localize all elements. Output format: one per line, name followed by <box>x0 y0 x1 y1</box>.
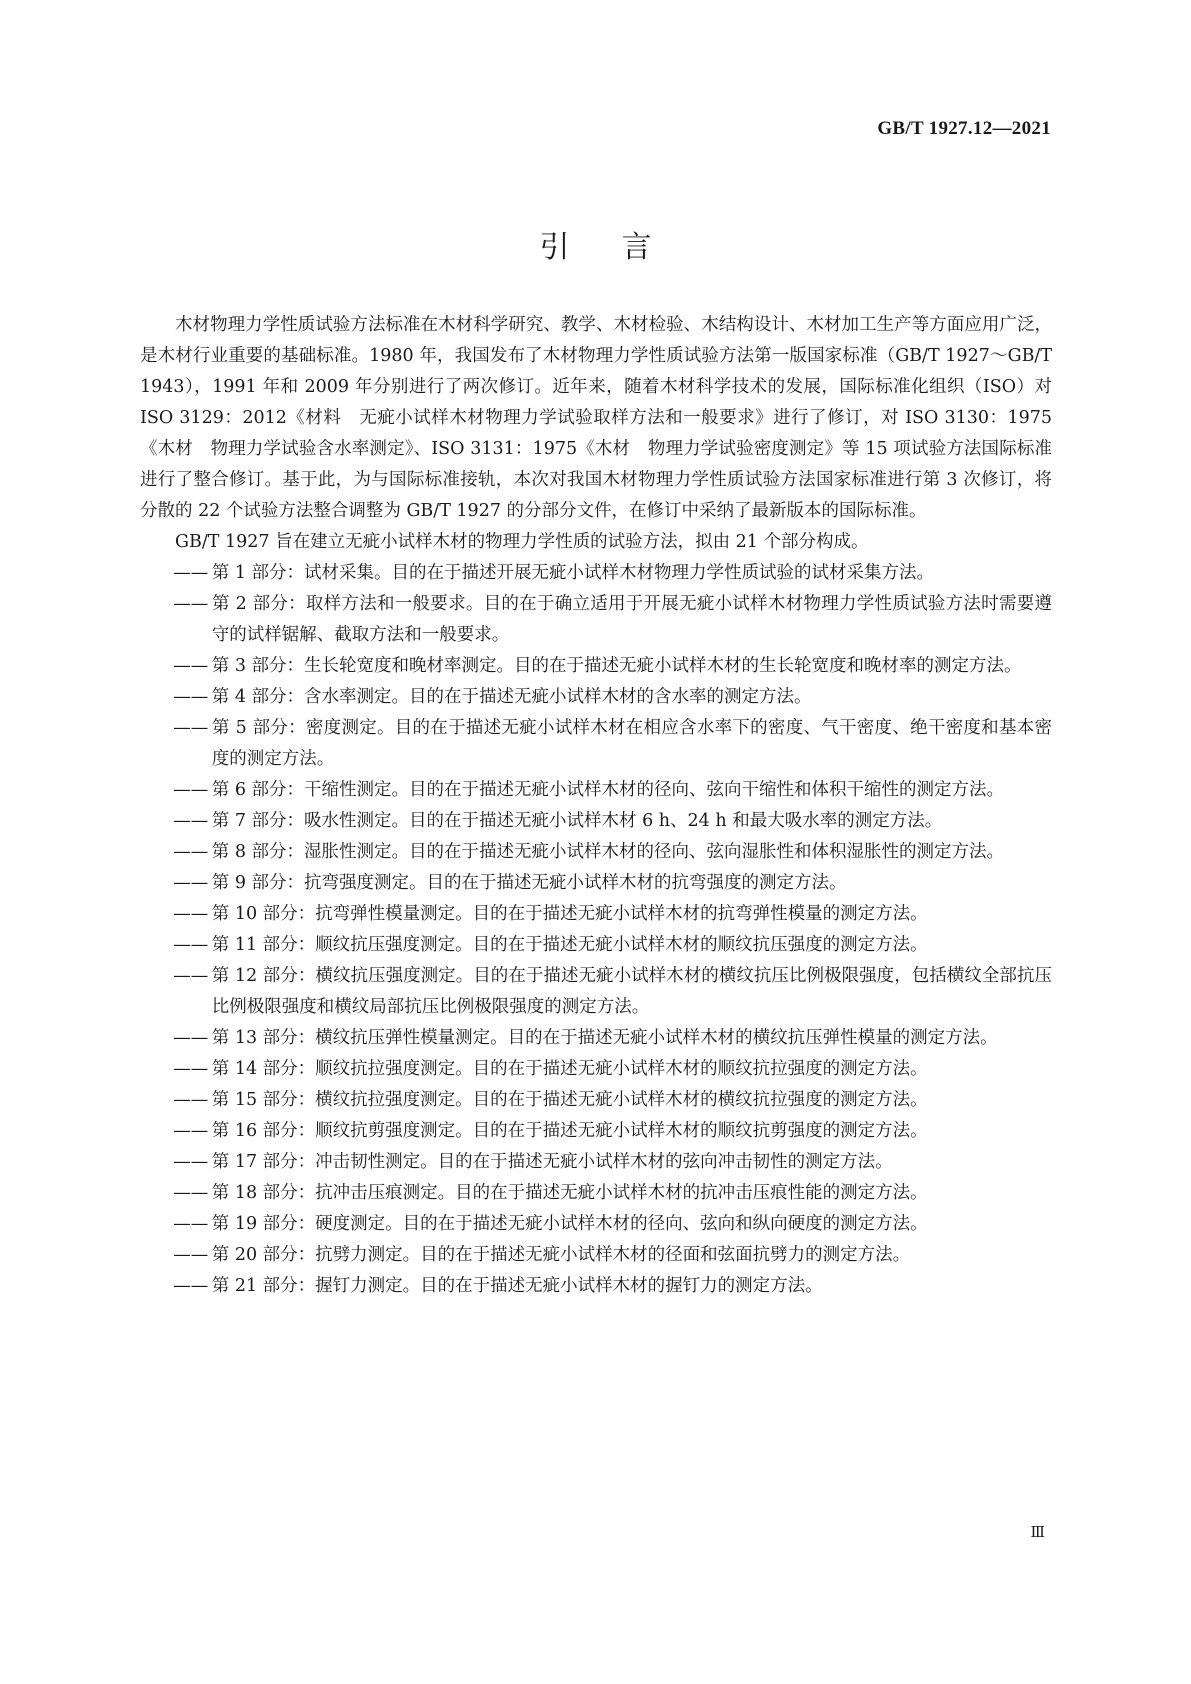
list-dash: —— <box>173 656 209 676</box>
document-body <box>140 310 1052 1302</box>
list-item <box>140 651 1052 682</box>
page-title: 引言 <box>539 230 704 265</box>
part-text: 第 18 部分：抗冲击压痕测定。目的在于描述无疵小试样木材的抗冲击压痕性能的测定方法。 <box>211 1183 928 1203</box>
part-text: 第 6 部分：干缩性测定。目的在于描述无疵小试样木材的径向、弦向干缩性和体积干缩性的测定方法。 <box>211 780 1005 800</box>
part-text: 第 2 部分：取样方法和一般要求。目的在于确立适用于开展无疵小试样木材物理力学性质试验方法时需要遵守的试样锯解、截取方法和一般要求。 <box>211 594 1052 645</box>
list-dash: —— <box>173 718 209 738</box>
list-item <box>140 1116 1052 1147</box>
page-number: Ⅲ <box>1030 1523 1045 1541</box>
part-text: 第 5 部分：密度测定。目的在于描述无疵小试样木材在相应含水率下的密度、气干密度、绝干密度和基本密度的测定方法。 <box>211 718 1052 769</box>
list-item <box>140 682 1052 713</box>
list-item <box>140 589 1052 651</box>
list-item <box>140 930 1052 961</box>
list-dash: —— <box>173 1245 209 1265</box>
list-dash: —— <box>173 1028 209 1048</box>
part-text: 第 7 部分：吸水性测定。目的在于描述无疵小试样木材 6 h、24 h 和最大吸水率的测定方法。 <box>211 811 943 831</box>
part-text: 第 19 部分：硬度测定。目的在于描述无疵小试样木材的径向、弦向和纵向硬度的测定方法。 <box>211 1214 928 1234</box>
list-dash: —— <box>173 811 209 831</box>
list-dash: —— <box>173 687 209 707</box>
list-item <box>140 713 1052 775</box>
list-dash: —— <box>173 873 209 893</box>
part-text: 第 4 部分：含水率测定。目的在于描述无疵小试样木材的含水率的测定方法。 <box>211 687 812 707</box>
part-text: 第 12 部分：横纹抗压强度测定。目的在于描述无疵小试样木材的横纹抗压比例极限强度，包括横纹全部抗压比例极限强度和横纹局部抗压比例极限强度的测定方法。 <box>211 966 1052 1017</box>
list-dash: —— <box>173 935 209 955</box>
list-item <box>140 558 1052 589</box>
list-dash: —— <box>173 780 209 800</box>
list-dash: —— <box>173 966 209 986</box>
list-dash: —— <box>173 904 209 924</box>
part-text: 第 1 部分：试材采集。目的在于描述开展无疵小试样木材物理力学性质试验的试材采集方法。 <box>211 563 935 583</box>
list-dash: —— <box>173 594 209 614</box>
part-text: 第 3 部分：生长轮宽度和晚材率测定。目的在于描述无疵小试样木材的生长轮宽度和晚材率的测定方法。 <box>211 656 1022 676</box>
list-dash: —— <box>173 842 209 862</box>
part-text: 第 15 部分：横纹抗拉强度测定。目的在于描述无疵小试样木材的横纹抗拉强度的测定方法。 <box>211 1090 928 1110</box>
parts-list <box>140 558 1052 1302</box>
list-dash: —— <box>173 1121 209 1141</box>
list-dash: —— <box>173 1090 209 1110</box>
list-dash: —— <box>173 1183 209 1203</box>
list-dash: —— <box>173 1214 209 1234</box>
list-item <box>140 1054 1052 1085</box>
list-item <box>140 1085 1052 1116</box>
list-item <box>140 1147 1052 1178</box>
list-dash: —— <box>173 1152 209 1172</box>
standard-number: GB/T 1927.12—2021 <box>877 118 1051 139</box>
part-text: 第 20 部分：抗劈力测定。目的在于描述无疵小试样木材的径面和弦面抗劈力的测定方法。 <box>211 1245 911 1265</box>
part-text: 第 10 部分：抗弯弹性模量测定。目的在于描述无疵小试样木材的抗弯弹性模量的测定方法。 <box>211 904 928 924</box>
list-item <box>140 899 1052 930</box>
list-dash: —— <box>173 1059 209 1079</box>
list-dash: —— <box>173 1276 209 1296</box>
list-dash: —— <box>173 563 209 583</box>
list-item <box>140 1209 1052 1240</box>
part-text: 第 9 部分：抗弯强度测定。目的在于描述无疵小试样木材的抗弯强度的测定方法。 <box>211 873 847 893</box>
part-text: 第 13 部分：横纹抗压弹性模量测定。目的在于描述无疵小试样木材的横纹抗压弹性模量的测定方法。 <box>211 1028 998 1048</box>
part-text: 第 16 部分：顺纹抗剪强度测定。目的在于描述无疵小试样木材的顺纹抗剪强度的测定方法。 <box>211 1121 928 1141</box>
scope-paragraph: GB/T 1927 旨在建立无疵小试样木材的物理力学性质的试验方法，拟由 21 个部分构成。 <box>175 532 869 552</box>
list-item <box>140 1023 1052 1054</box>
part-text: 第 14 部分：顺纹抗拉强度测定。目的在于描述无疵小试样木材的顺纹抗拉强度的测定方法。 <box>211 1059 928 1079</box>
part-text: 第 17 部分：冲击韧性测定。目的在于描述无疵小试样木材的弦向冲击韧性的测定方法。 <box>211 1152 893 1172</box>
list-item <box>140 1240 1052 1271</box>
list-item <box>140 775 1052 806</box>
list-item <box>140 868 1052 899</box>
list-item <box>140 1178 1052 1209</box>
part-text: 第 8 部分：湿胀性测定。目的在于描述无疵小试样木材的径向、弦向湿胀性和体积湿胀性的测定方法。 <box>211 842 1005 862</box>
part-text: 第 11 部分：顺纹抗压强度测定。目的在于描述无疵小试样木材的顺纹抗压强度的测定方法。 <box>211 935 928 955</box>
list-item <box>140 961 1052 1023</box>
part-text: 第 21 部分：握钉力测定。目的在于描述无疵小试样木材的握钉力的测定方法。 <box>211 1276 823 1296</box>
list-item <box>140 837 1052 868</box>
list-item <box>140 1271 1052 1302</box>
intro-paragraph: 木材物理力学性质试验方法标准在木材科学研究、教学、木材检验、木结构设计、木材加工生产等方面应用广泛，是木材行业重要的基础标准。1980 年，我国发布了木材物理力学性质试验方法第一版国家标准（GB/T 1927～GB/T 1943），1991 年和 2009 年分别进行了两次修订。近年来，随着木材科学技术的发展，国际标准化组织（ISO）对 ISO 3129：2012《材料 无疵小试样木材物理力学试验取样方法和一般要求》进行了修订，对 ISO 3130：1975《木材 物理力学试验含水率测定》、ISO 3131：1975《木材 物理力学试验密度测定》等 15 项试验方法国际标准进行了整合修订。基于此，为与国际标准接轨，本次对我国木材物理力学性质试验方法国家标准进行第 3 次修订，将分散的 22 个试验方法整合调整为 GB/T 1927 的分部分文件，在修订中采纳了最新版本的国际标准。 <box>140 315 1052 521</box>
list-item <box>140 806 1052 837</box>
